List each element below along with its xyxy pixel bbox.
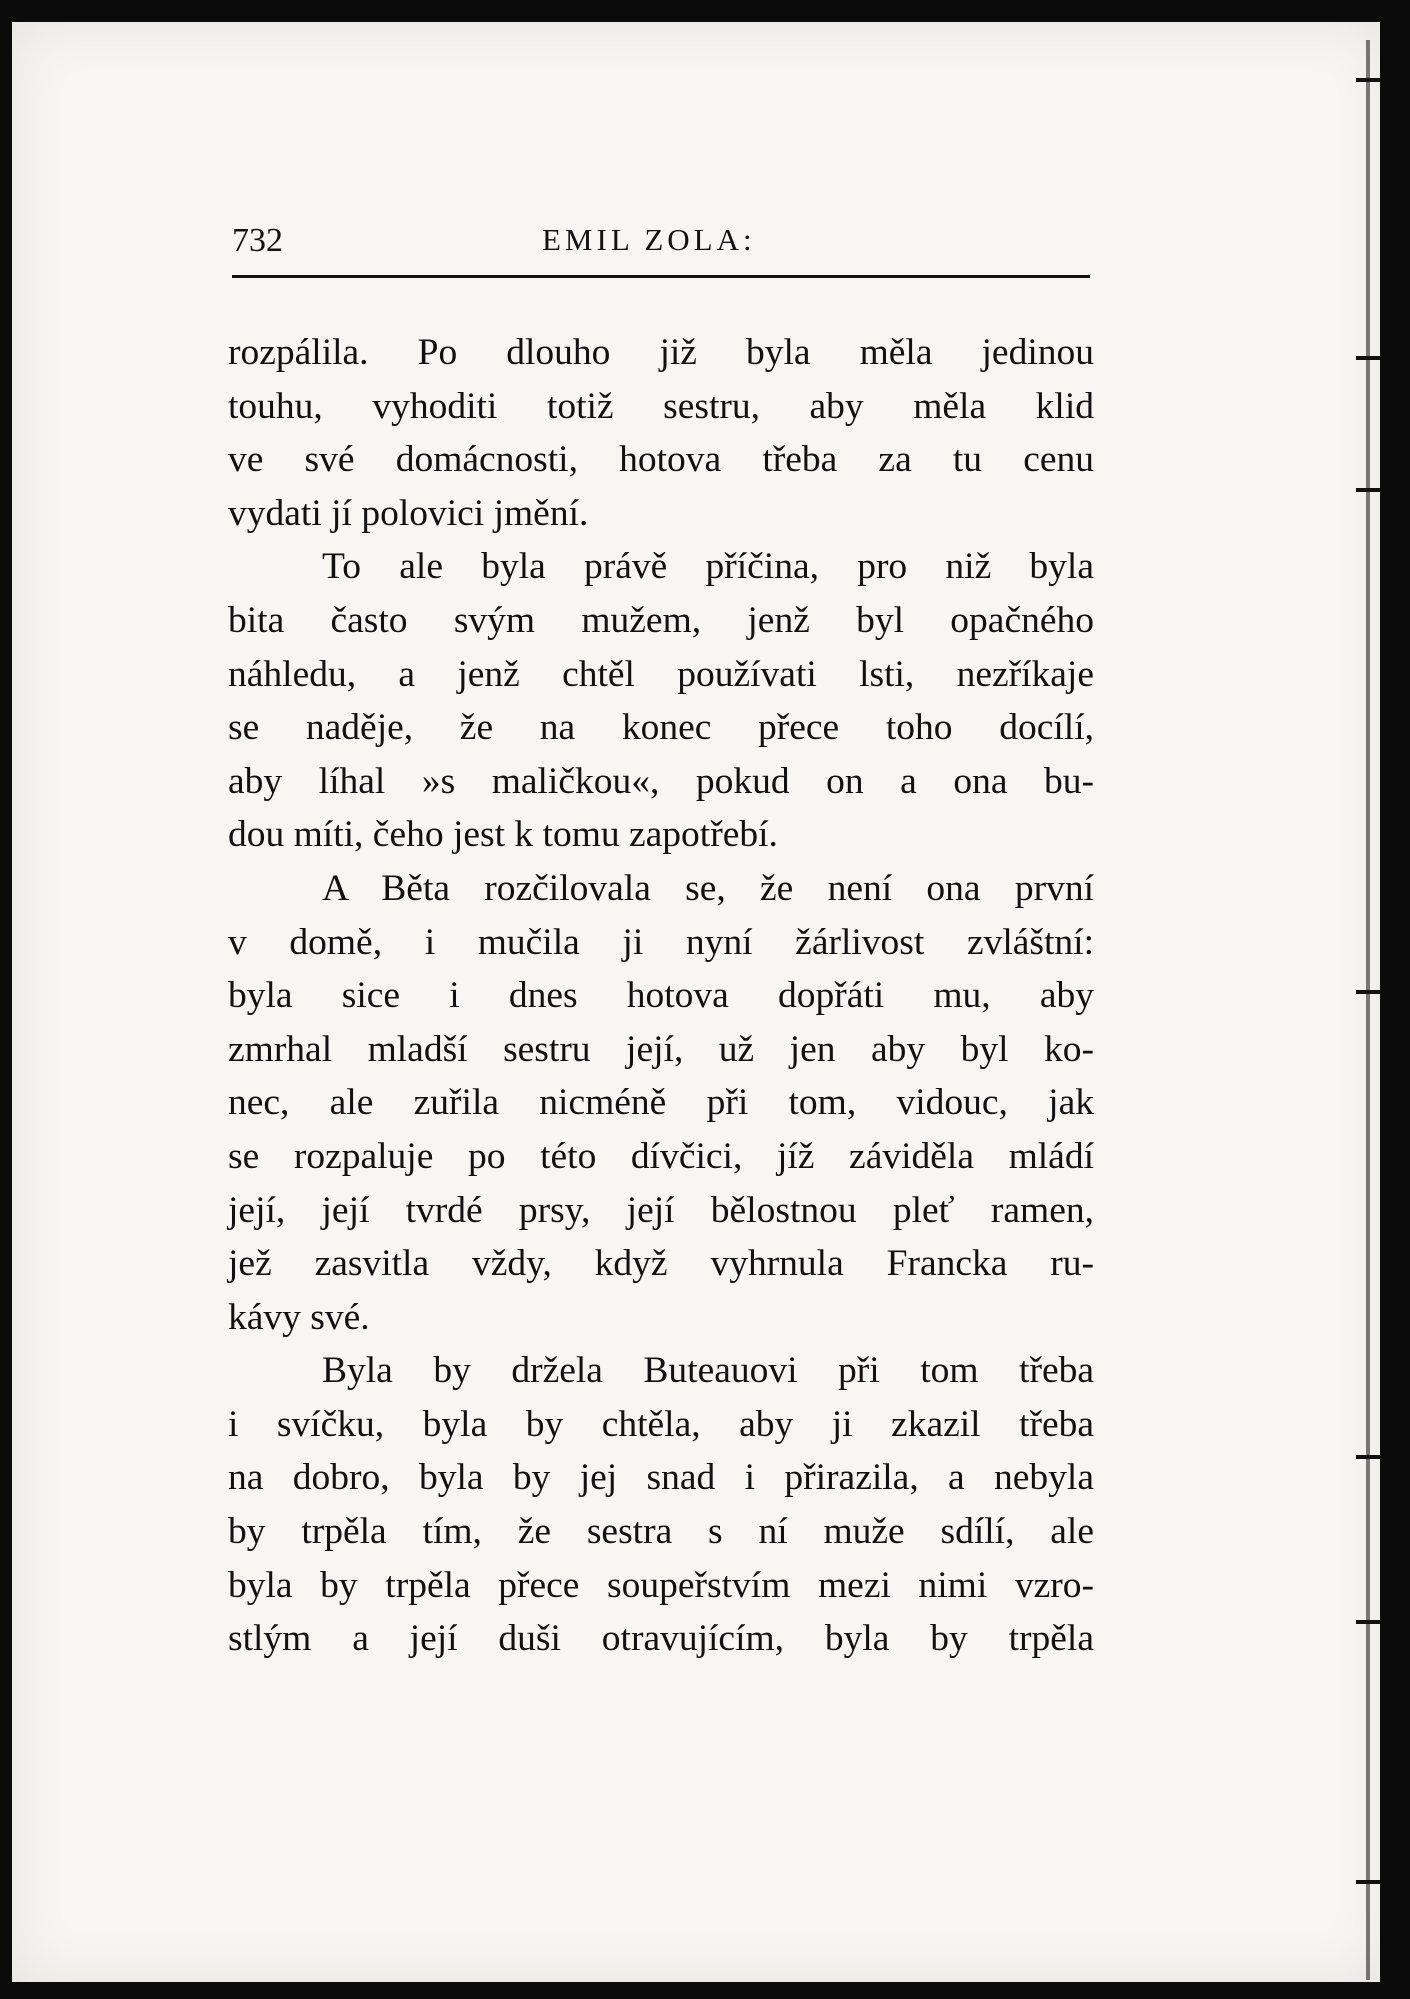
- text-line: nec, ale zuřila nicméně při tom, vidouc, jak: [228, 1082, 1094, 1124]
- scan-top-edge: [0, 0, 1410, 22]
- text-line: její, její tvrdé prsy, její bělostnou pleť ramen,: [228, 1189, 1094, 1231]
- text-line: jež zasvitla vždy, když vyhrnula Francka ru-: [228, 1243, 1094, 1285]
- text-line: stlým a její duši otravujícím, byla by trpěla: [228, 1618, 1094, 1660]
- header-rule: [232, 275, 1090, 278]
- text-line: aby líhal »s maličkou«, pokud on a ona bu-: [228, 760, 1094, 802]
- text-line: by trpěla tím, že sestra s ní muže sdílí, ale: [228, 1511, 1094, 1553]
- binding-mark: [1356, 1455, 1380, 1459]
- text-line: To ale byla právě příčina, pro niž byla: [322, 546, 1094, 588]
- text-line: se rozpaluje po této dívčici, jíž záviděla mládí: [228, 1135, 1094, 1177]
- binding-mark: [1356, 990, 1380, 994]
- text-line: na dobro, byla by jej snad i přirazila, a nebyla: [228, 1457, 1094, 1499]
- text-line: Byla by držela Buteauovi při tom třeba: [322, 1350, 1094, 1392]
- page-header: [232, 222, 1092, 274]
- text-line: i svíčku, byla by chtěla, aby ji zkazil třeba: [228, 1403, 1094, 1445]
- text-line: v domě, i mučila ji nyní žárlivost zvláštní:: [228, 921, 1094, 963]
- text-line: náhledu, a jenž chtěl používati lsti, nezříkaje: [228, 653, 1094, 695]
- binding-thread: [1366, 40, 1370, 1980]
- text-line: vydati jí polovici jmění.: [228, 492, 589, 534]
- body-text: [228, 326, 1094, 1666]
- text-line: byla by trpěla přece soupeřstvím mezi nimi vzro-: [228, 1564, 1094, 1606]
- text-line: byla sice i dnes hotova dopřáti mu, aby: [228, 975, 1094, 1017]
- text-line: bita často svým mužem, jenž byl opačného: [228, 599, 1094, 641]
- text-line: A Běta rozčilovala se, že není ona první: [322, 867, 1094, 909]
- text-line: zmrhal mladší sestru její, už jen aby byl ko-: [228, 1028, 1094, 1070]
- binding-edge: [1380, 0, 1410, 1999]
- binding-mark: [1356, 1880, 1380, 1884]
- binding-mark: [1356, 78, 1380, 82]
- text-line: rozpálila. Po dlouho již byla měla jedinou: [228, 332, 1094, 373]
- page-number: 732: [232, 222, 283, 259]
- binding-mark: [1356, 1620, 1380, 1624]
- binding-mark: [1356, 356, 1380, 360]
- text-line: se naděje, že na konec přece toho docílí,: [228, 707, 1094, 749]
- running-head: EMIL ZOLA:: [542, 222, 756, 257]
- text-line: ve své domácnosti, hotova třeba za tu cenu: [228, 439, 1094, 481]
- text-line: kávy své.: [228, 1296, 370, 1338]
- binding-mark: [1356, 488, 1380, 492]
- text-line: touhu, vyhoditi totiž sestru, aby měla klid: [228, 385, 1094, 427]
- text-line: dou míti, čeho jest k tomu zapotřebí.: [228, 814, 778, 856]
